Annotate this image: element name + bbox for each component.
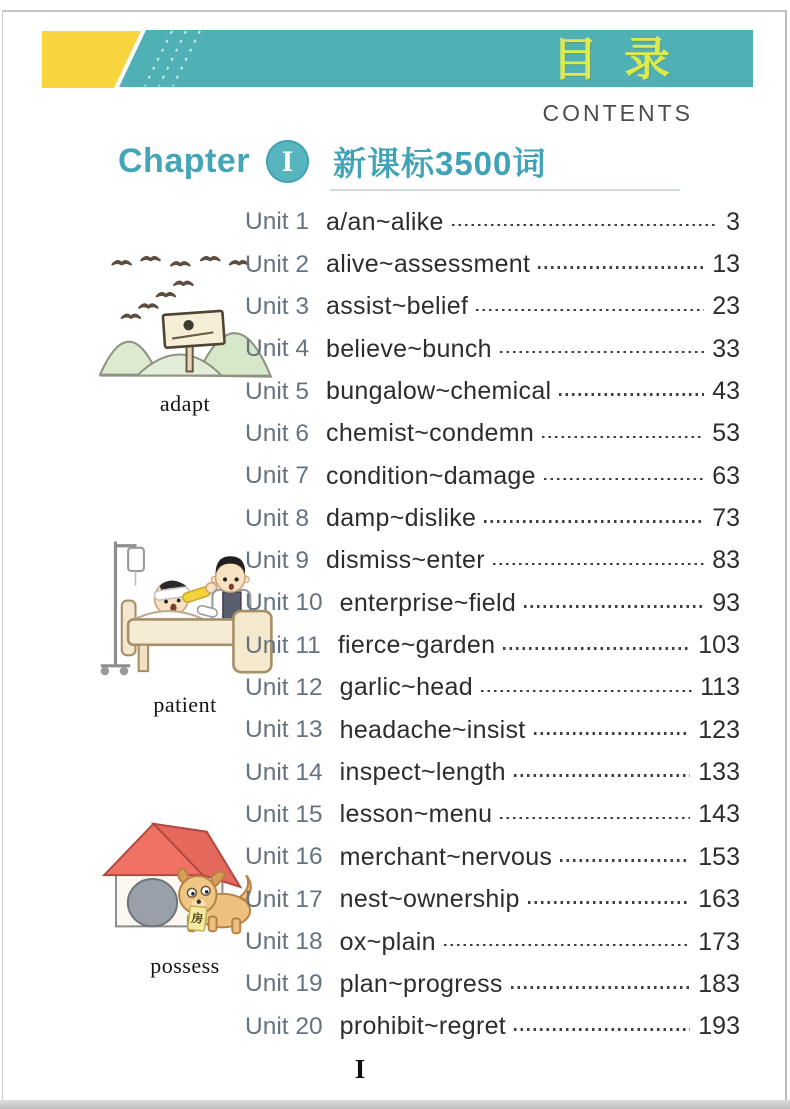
unit-label: Unit 16	[245, 843, 323, 871]
page-number: 113	[700, 673, 740, 702]
word-range: nest~ownership	[339, 885, 520, 914]
unit-label: Unit 1	[245, 208, 310, 236]
word-range: condition~damage	[326, 461, 536, 490]
unit-label: Unit 5	[245, 377, 310, 405]
word-range: garlic~head	[339, 673, 473, 702]
page-number: 23	[712, 292, 740, 321]
chapter-title: 新课标3500词	[332, 145, 547, 182]
toc-row[interactable]	[245, 709, 740, 751]
word-range: plan~progress	[339, 969, 503, 998]
page-number: 93	[712, 588, 740, 617]
page-number: 133	[698, 758, 740, 787]
dotted-leader	[514, 1028, 690, 1031]
dotted-leader	[534, 732, 691, 735]
page-border-right	[785, 10, 787, 1100]
page-number: 73	[712, 504, 740, 533]
dotted-leader	[544, 478, 704, 481]
toc-row[interactable]	[245, 582, 740, 624]
page-border-left	[2, 10, 3, 1100]
page-number: 123	[698, 715, 740, 744]
unit-label: Unit 7	[245, 462, 310, 490]
unit-label: Unit 12	[245, 673, 323, 701]
word-range: alive~assessment	[326, 250, 531, 279]
unit-label: Unit 19	[245, 970, 323, 998]
dotted-leader	[542, 436, 704, 439]
toc-row[interactable]	[245, 879, 740, 921]
flying-birds	[112, 257, 248, 318]
chapter-heading	[118, 138, 546, 185]
page-number: 173	[698, 927, 740, 956]
illustration-caption-patient: patient	[153, 692, 217, 717]
unit-label: Unit 17	[245, 885, 323, 913]
contents-subtitle: CONTENTS	[542, 100, 693, 126]
unit-label: Unit 8	[245, 504, 310, 532]
word-range: lesson~menu	[339, 800, 493, 829]
illustration-caption-possess: possess	[150, 953, 220, 978]
chapter-numeral: I	[281, 144, 294, 178]
unit-label: Unit 15	[245, 800, 323, 828]
toc-row[interactable]	[245, 286, 740, 328]
dotted-leader	[452, 224, 718, 227]
page-number: 53	[712, 419, 740, 448]
toc-row[interactable]	[245, 328, 740, 370]
dog	[178, 868, 251, 933]
page-number: 103	[698, 631, 740, 660]
unit-label: Unit 18	[245, 928, 323, 956]
toc-row[interactable]	[245, 540, 740, 582]
toc-row[interactable]	[245, 497, 740, 539]
toc-list	[245, 201, 740, 1048]
page-number: 153	[698, 842, 740, 871]
dotted-leader	[503, 647, 690, 650]
toc-row[interactable]	[245, 667, 740, 709]
dotted-leader	[511, 986, 691, 989]
page-number: 143	[698, 800, 740, 829]
page-number: 33	[712, 334, 740, 363]
toc-row[interactable]	[245, 455, 740, 497]
page-number: 13	[712, 250, 740, 279]
page-number: 3	[726, 207, 740, 236]
unit-label: Unit 10	[245, 589, 323, 617]
page-number: 63	[712, 461, 740, 490]
dotted-leader	[481, 690, 692, 693]
page-border-bottom	[0, 1100, 790, 1109]
dotted-leader	[484, 520, 704, 523]
word-range: merchant~nervous	[339, 842, 553, 871]
word-range: bungalow~chemical	[326, 377, 552, 406]
word-range: damp~dislike	[326, 504, 477, 533]
toc-row[interactable]	[245, 836, 740, 878]
unit-label: Unit 3	[245, 292, 310, 320]
toc-row[interactable]	[245, 963, 740, 1005]
toc-row[interactable]	[245, 921, 740, 963]
word-range: headache~insist	[339, 715, 526, 744]
dotted-leader	[538, 266, 704, 269]
unit-label: Unit 9	[245, 546, 310, 574]
illustration-caption-adapt: adapt	[159, 391, 211, 416]
dotted-leader	[493, 563, 704, 566]
page-number: 193	[698, 1012, 740, 1041]
toc-row[interactable]	[245, 1006, 740, 1048]
chapter-label: Chapter	[118, 142, 250, 180]
unit-label: Unit 6	[245, 419, 310, 447]
word-range: ox~plain	[339, 927, 436, 956]
page-number: 163	[698, 885, 740, 914]
banner-title: 目录	[552, 33, 696, 85]
word-range: assist~belief	[326, 292, 469, 321]
word-range: dismiss~enter	[326, 546, 485, 575]
footer-page-numeral: I	[354, 1054, 366, 1084]
toc-row[interactable]	[245, 413, 740, 455]
unit-label: Unit 13	[245, 716, 323, 744]
dotted-leader	[524, 605, 704, 608]
unit-label: Unit 2	[245, 250, 310, 278]
unit-label: Unit 20	[245, 1012, 323, 1040]
toc-row[interactable]	[245, 624, 740, 666]
heading-divider	[330, 189, 680, 191]
dotted-leader	[500, 817, 690, 820]
word-range: inspect~length	[339, 758, 506, 787]
page-number: 183	[698, 969, 740, 998]
word-range: believe~bunch	[326, 334, 492, 363]
dotted-leader	[444, 944, 690, 947]
dotted-leader	[514, 774, 691, 777]
dotted-leader	[500, 351, 704, 354]
word-range: a/an~alike	[326, 207, 444, 236]
unit-label: Unit 14	[245, 758, 323, 786]
dotted-leader	[560, 859, 690, 862]
word-range: fierce~garden	[337, 631, 496, 660]
toc-row[interactable]	[245, 243, 740, 285]
toc-row[interactable]	[245, 201, 740, 243]
word-range: prohibit~regret	[339, 1012, 507, 1041]
dotted-leader	[559, 393, 704, 396]
toc-row[interactable]	[245, 794, 740, 836]
toc-row[interactable]	[245, 370, 740, 412]
page-number: 43	[712, 377, 740, 406]
paper-sign-text: 房	[190, 910, 204, 927]
dotted-leader	[476, 309, 704, 312]
toc-row[interactable]	[245, 751, 740, 793]
word-range: chemist~condemn	[326, 419, 535, 448]
word-range: enterprise~field	[339, 588, 517, 617]
unit-label: Unit 11	[245, 631, 321, 659]
page-number: 83	[712, 546, 740, 575]
unit-label: Unit 4	[245, 335, 310, 363]
dotted-leader	[528, 901, 691, 904]
chapter-numeral-badge	[266, 140, 309, 183]
